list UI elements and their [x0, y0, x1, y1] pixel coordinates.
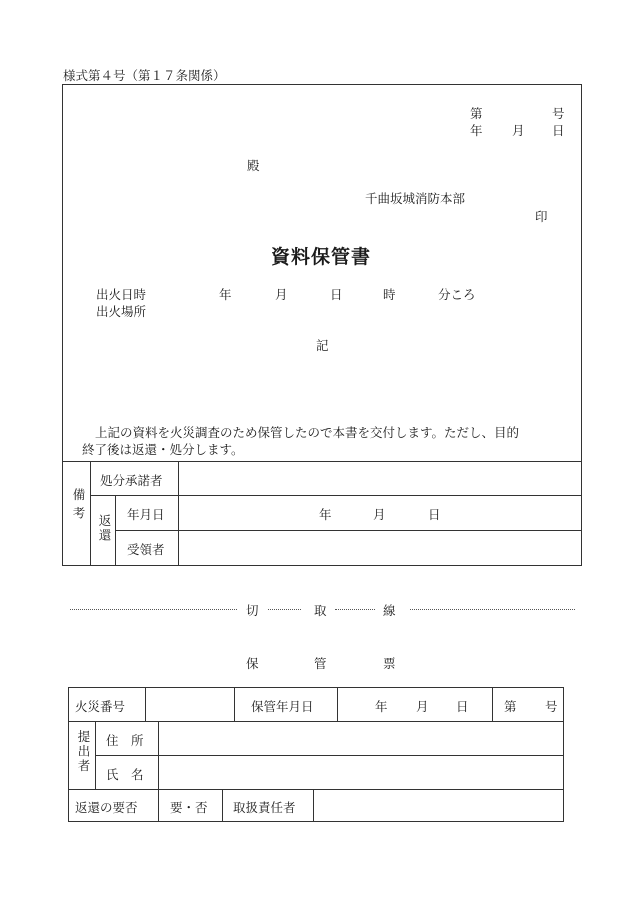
document-frame [62, 84, 582, 566]
number-prefix: 第 [470, 106, 483, 121]
return-date-month: 月 [373, 507, 386, 522]
ticket-number-suffix: 号 [545, 699, 558, 714]
remarks-col-line-2 [115, 495, 116, 566]
return-date-year: 年 [319, 507, 332, 522]
ticket-r1-col-2 [234, 687, 235, 721]
name-label: 氏 名 [106, 767, 144, 782]
ki-mark: 記 [316, 338, 329, 353]
return-label: 返還 [97, 514, 112, 543]
ticket-r1-col-4 [492, 687, 493, 721]
date-day: 日 [552, 123, 565, 138]
remarks-label: 備考 [71, 488, 86, 525]
storage-date-label: 保管年月日 [251, 699, 314, 714]
fire-day: 日 [330, 287, 343, 302]
ticket-r1-col-1 [145, 687, 146, 721]
ticket-title-3: 票 [383, 656, 396, 671]
addressee-honorific: 殿 [247, 158, 260, 173]
fire-place-label: 出火場所 [96, 304, 147, 319]
receiver-label: 受領者 [127, 542, 165, 557]
ticket-row-line-3 [68, 789, 564, 790]
date-year: 年 [470, 123, 483, 138]
document-title: 資料保管書 [271, 246, 372, 268]
fire-month: 月 [275, 287, 288, 302]
disposal-consenter-label: 処分承諾者 [100, 473, 163, 488]
remarks-col-line-1 [90, 461, 91, 566]
remarks-col-line-3 [178, 461, 179, 566]
cutline-tori: 取 [314, 603, 327, 618]
address-label: 住 所 [106, 733, 144, 748]
number-suffix: 号 [552, 106, 565, 121]
submitter-label: 提出者 [76, 730, 91, 774]
ticket-row-line-2 [95, 755, 564, 756]
seal-mark: 印 [535, 209, 548, 224]
cutline-kiri: 切 [246, 603, 259, 618]
fire-number-label: 火災番号 [75, 699, 126, 714]
fire-year: 年 [219, 287, 232, 302]
ticket-r4-col-2 [222, 789, 223, 822]
handler-label: 取扱責任者 [233, 800, 296, 815]
ticket-title-2: 管 [314, 656, 327, 671]
ticket-r4-col-3 [313, 789, 314, 822]
cutline-segment-4 [410, 609, 575, 610]
ticket-r2-col-2 [158, 721, 159, 789]
fire-datetime-label: 出火日時 [96, 287, 147, 302]
remarks-row-line-2 [115, 530, 582, 531]
return-date-day: 日 [428, 507, 441, 522]
cutline-segment-1 [70, 609, 237, 610]
ticket-r2-col-1 [95, 721, 96, 789]
ticket-r4-col-1 [158, 789, 159, 822]
statement-line-1: 上記の資料を火災調査のため保管したので本書を交付します。ただし、目的 [95, 425, 520, 440]
storage-day: 日 [456, 699, 469, 714]
ticket-number-prefix: 第 [504, 699, 517, 714]
storage-month: 月 [416, 699, 429, 714]
fire-minute: 分ころ [438, 287, 476, 302]
storage-year: 年 [375, 699, 388, 714]
cutline-sen: 線 [383, 603, 396, 618]
statement-line-2: 終了後は返還・処分します。 [82, 442, 244, 457]
yes-no-option: 要・否 [170, 800, 208, 815]
cutline-segment-3 [335, 609, 375, 610]
cutline-segment-2 [268, 609, 301, 610]
ticket-r1-col-3 [337, 687, 338, 721]
remarks-row-line-1 [90, 495, 582, 496]
ticket-title-1: 保 [246, 656, 259, 671]
remarks-top-line [62, 461, 582, 462]
issuer-name: 千曲坂城消防本部 [365, 191, 466, 206]
date-month: 月 [512, 123, 525, 138]
return-date-label: 年月日 [127, 507, 165, 522]
form-label: 様式第４号（第１７条関係） [63, 68, 226, 83]
return-need-label: 返還の要否 [75, 800, 138, 815]
fire-hour: 時 [383, 287, 396, 302]
ticket-row-line-1 [68, 721, 564, 722]
